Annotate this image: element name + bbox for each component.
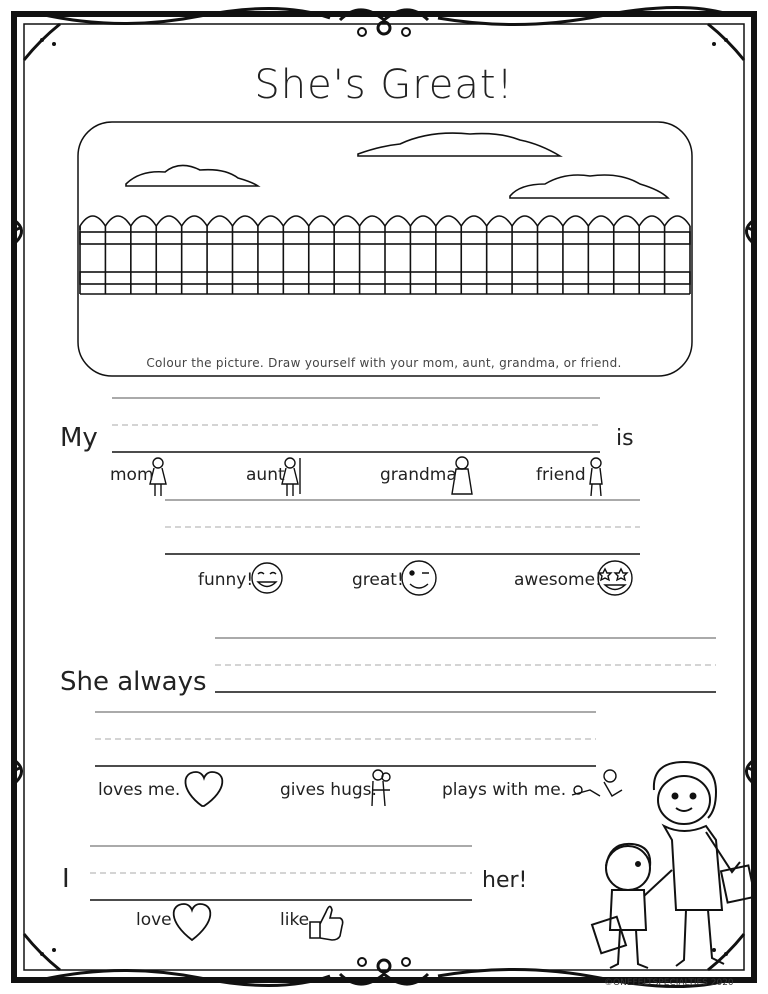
writing-line-set (165, 500, 640, 554)
friend-figure-icon (590, 458, 602, 496)
line1-suffix: is (616, 426, 634, 451)
ornate-border (13, 7, 755, 986)
word-loves-me: loves me. (98, 780, 181, 800)
word-friend: friend (536, 465, 586, 485)
copyright-note: ©ONEFELTSPECIALTIES 2020 (604, 978, 734, 988)
word-aunt: aunt (246, 465, 285, 485)
fence-illustration (80, 216, 690, 294)
writing-line-set (112, 398, 600, 452)
word-like: like (280, 910, 310, 930)
writing-line-set (215, 638, 716, 692)
star-eyes-face-icon (598, 561, 632, 595)
writing-line-set (95, 712, 596, 766)
thumbs-up-icon (310, 906, 343, 940)
line2-prefix: She always (60, 667, 207, 697)
word-love: love (136, 910, 172, 930)
border-dots (40, 38, 728, 956)
heart-icon (174, 904, 211, 940)
laughing-face-icon (252, 563, 282, 593)
word-grandma: grandma (380, 465, 457, 485)
line3-suffix: her! (482, 868, 528, 893)
winking-face-icon (402, 561, 436, 595)
writing-line-set (90, 846, 472, 900)
word-plays-with-me: plays with me. (442, 780, 567, 800)
picture-instructions: Colour the picture. Draw yourself with your mom, aunt, grandma, or friend. (146, 356, 622, 370)
word-funny: funny! (198, 570, 254, 590)
picture-box (78, 122, 692, 376)
line1-prefix: My (60, 423, 98, 453)
word-gives-hugs: gives hugs. (280, 780, 377, 800)
playing-kids-icon (572, 770, 622, 796)
word-awesome: awesome! (514, 570, 602, 590)
cloud-icon (126, 133, 668, 198)
word-great: great! (352, 570, 404, 590)
heart-icon (185, 772, 222, 806)
word-icons (150, 457, 632, 940)
line3-prefix: I (62, 864, 70, 894)
word-mom: mom (110, 465, 154, 485)
page-title: She's Great! (254, 62, 514, 108)
